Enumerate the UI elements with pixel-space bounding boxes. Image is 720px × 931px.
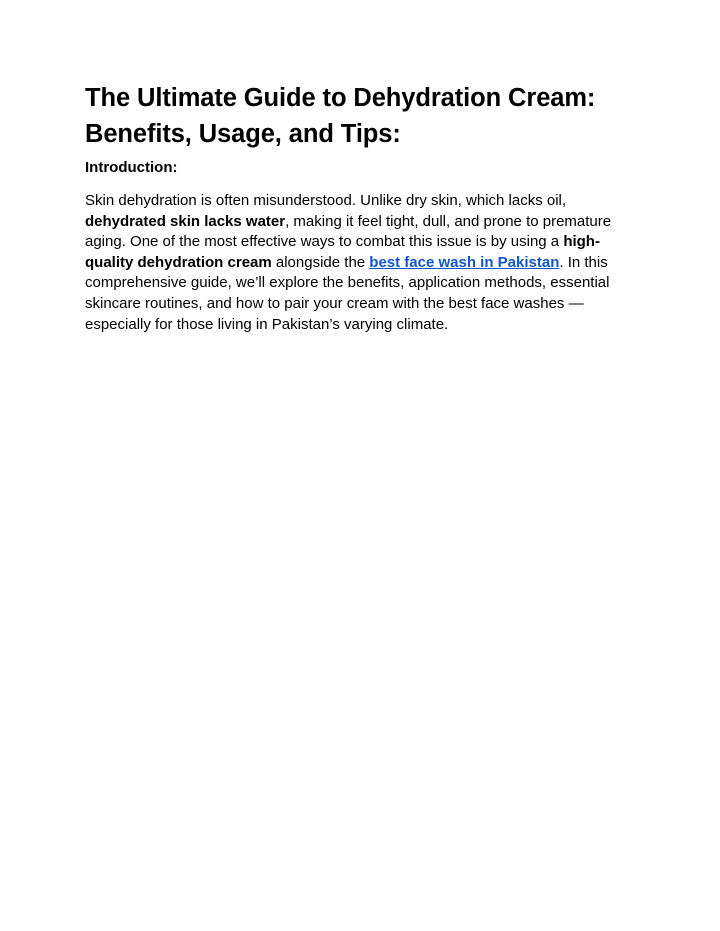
paragraph-text: . In this comprehensive guide, we’ll explore the benefits, application methods, essential skincare routines, and how to pair your cream with the best face washes — especially for those living in Pakistan’s varying climate. xyxy=(85,253,610,333)
bold-phrase-dehydration-cream: high-quality dehydration cream xyxy=(85,233,600,271)
paragraph-text: alongside the xyxy=(271,253,370,271)
introduction-heading: Introduction: xyxy=(85,159,178,176)
document-page xyxy=(85,80,645,335)
paragraph-text: Skin dehydration is often misunderstood. Unlike dry skin, which lacks oil, xyxy=(85,192,567,209)
bold-phrase-dehydrated-skin: dehydrated skin lacks water xyxy=(85,212,286,230)
document-title: The Ultimate Guide to Dehydration Cream: Benefits, Usage, and Tips: xyxy=(85,84,596,148)
paragraph-text: , making it feel tight, dull, and prone to premature aging. One of the most effective ways to combat this issue is by using a xyxy=(85,212,612,251)
introduction-paragraph xyxy=(85,191,645,335)
best-face-wash-link[interactable]: best face wash in Pakistan xyxy=(369,253,560,271)
